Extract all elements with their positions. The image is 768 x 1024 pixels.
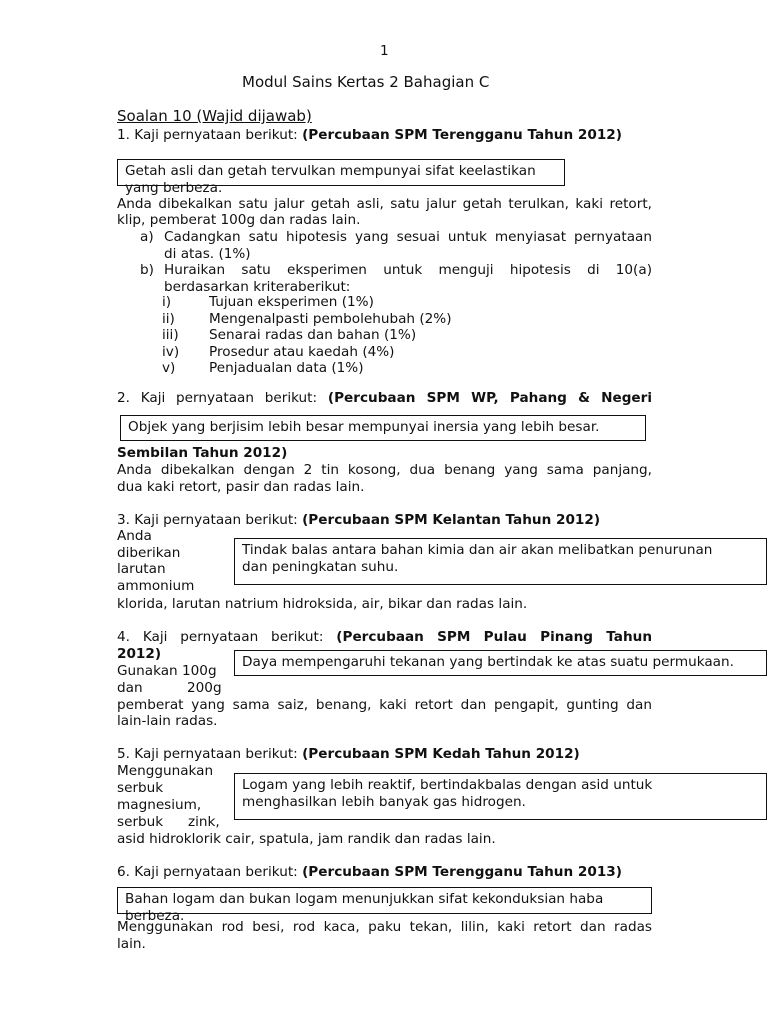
q3-statement-box (234, 538, 767, 585)
q2-materials-line1: Anda dibekalkan dengan 2 tin kosong, dua benang yang sama panjang, (117, 462, 652, 478)
q4-statement: Daya mempengaruhi tekanan yang bertindak ke atas suatu permukaan. (242, 654, 734, 670)
q5-hang-line4b: zink, (188, 814, 220, 830)
criteria-item (162, 360, 452, 377)
q4-materials-line1: pemberat yang sama saiz, benang, kaki retort dan pengapit, gunting dan (117, 697, 652, 713)
q1-criteria-list (162, 294, 452, 377)
q4-materials-line2: lain-lain radas. (117, 713, 218, 729)
criteria-item (162, 294, 452, 311)
q4-hang-line2b: 200g (187, 680, 222, 696)
q1-item-a-line2: di atas. (1%) (164, 245, 251, 262)
q5-heading (117, 746, 580, 763)
q5-intro: 5. Kaji pernyataan berikut: (117, 746, 303, 762)
section-heading: Soalan 10 (Wajid dijawab) (117, 107, 312, 125)
q4-intro: 4. Kaji pernyataan berikut: (117, 629, 337, 645)
q1-statement-box (117, 159, 565, 196)
q3-statement-line2: dan peningkatan suhu. (242, 558, 399, 575)
q1-source: (Percubaan SPM Terengganu Tahun 2012) (302, 127, 622, 143)
q2-materials-line2: dua kaki retort, pasir dan radas lain. (117, 479, 365, 495)
q2-statement: Objek yang berjisim lebih besar mempunyai inersia yang lebih besar. (128, 419, 600, 435)
criteria-text: Mengenalpasti pembolehubah (2%) (209, 310, 452, 327)
q1-heading (117, 127, 622, 144)
q1-item-a (140, 229, 652, 262)
q3-statement-line1: Tindak balas antara bahan kimia dan air akan melibatkan penurunan (242, 542, 713, 558)
q2-source-line1: (Percubaan SPM WP, Pahang & Negeri (327, 390, 653, 406)
q4-source-line2: 2012) (117, 646, 162, 662)
criteria-label: v) (162, 360, 176, 377)
q4-heading (117, 629, 652, 646)
criteria-label: iv) (162, 343, 180, 360)
q3-intro: 3. Kaji pernyataan berikut: (117, 512, 303, 528)
criteria-item (162, 327, 452, 344)
criteria-item (162, 311, 452, 328)
q6-statement: Bahan logam dan bukan logam menunjukkan sifat kekonduksian haba berbeza. (125, 891, 604, 924)
q3-hang-text (117, 528, 194, 594)
q2-heading (117, 390, 652, 407)
q3-hang-line: Anda (117, 528, 152, 544)
q1-materials-line2: klip, pemberat 100g dan radas lain. (117, 212, 361, 228)
q5-hang-line4a: serbuk (117, 814, 164, 830)
q1-item-a-label: a) (140, 229, 154, 245)
criteria-text: Penjadualan data (1%) (209, 360, 364, 377)
q6-statement-box (117, 887, 652, 924)
q4-source-line1: (Percubaan SPM Pulau Pinang Tahun (336, 629, 652, 645)
criteria-text: Senarai radas dan bahan (1%) (209, 327, 417, 344)
q4-hang-line2a: dan (117, 680, 143, 696)
q3-source: (Percubaan SPM Kelantan Tahun 2012) (302, 512, 601, 528)
q4-hang-line1: Gunakan 100g (117, 663, 217, 679)
criteria-label: i) (162, 294, 172, 310)
q3-hang-line: larutan (117, 561, 166, 578)
q1-item-b-line2: berdasarkan kriteraberikut: (164, 278, 351, 295)
q4-statement-box (234, 650, 767, 676)
q3-materials-line: klorida, larutan natrium hidroksida, air, bikar dan radas lain. (117, 596, 528, 612)
q1-statement: Getah asli dan getah tervulkan mempunyai sifat keelastikan yang berbeza. (125, 163, 536, 196)
page-title: Modul Sains Kertas 2 Bahagian C (242, 73, 490, 91)
q6-source: (Percubaan SPM Terengganu Tahun 2013) (302, 864, 622, 880)
q3-heading (117, 512, 600, 529)
q1-subquestions (140, 229, 652, 295)
q1-item-a-line1: Cadangkan satu hipotesis yang sesuai untuk menyiasat pernyataan (164, 229, 652, 245)
q5-statement-line1: Logam yang lebih reaktif, bertindakbalas dengan asid untuk (242, 777, 653, 793)
q1-item-b (140, 262, 652, 295)
criteria-item (162, 344, 452, 361)
criteria-label: ii) (162, 310, 175, 327)
q5-materials-line: asid hidroklorik cair, spatula, jam randik dan radas lain. (117, 831, 496, 847)
q1-item-b-label: b) (140, 262, 154, 279)
criteria-text: Prosedur atau kaedah (4%) (209, 343, 395, 360)
q3-hang-line: ammonium (117, 577, 195, 594)
q2-source-line2: Sembilan Tahun 2012) (117, 445, 288, 461)
q5-source: (Percubaan SPM Kedah Tahun 2012) (302, 746, 580, 762)
q6-intro: 6. Kaji pernyataan berikut: (117, 864, 303, 880)
q3-hang-line: diberikan (117, 544, 181, 561)
q5-hang-line2: serbuk (117, 780, 164, 796)
q1-intro: 1. Kaji pernyataan berikut: (117, 127, 303, 143)
q5-hang-line1: Menggunakan (117, 763, 214, 779)
q2-statement-box (120, 415, 646, 441)
q5-hang-line3: magnesium, (117, 797, 202, 813)
q1-item-b-line1: Huraikan satu eksperimen untuk menguji hipotesis di 10(a) (164, 262, 652, 279)
q6-materials-line1: Menggunakan rod besi, rod kaca, paku tekan, lilin, kaki retort dan radas (117, 919, 652, 935)
criteria-text: Tujuan eksperimen (1%) (209, 294, 374, 310)
q5-statement-box (234, 773, 767, 820)
q2-intro: 2. Kaji pernyataan berikut: (117, 390, 328, 406)
q6-heading (117, 864, 622, 881)
page-number: 1 (380, 43, 389, 59)
q1-materials-line1: Anda dibekalkan satu jalur getah asli, satu jalur getah terulkan, kaki retort, (117, 196, 652, 212)
q6-materials-line2: lain. (117, 936, 146, 952)
criteria-label: iii) (162, 327, 179, 344)
q5-statement-line2: menghasilkan lebih banyak gas hidrogen. (242, 793, 526, 810)
